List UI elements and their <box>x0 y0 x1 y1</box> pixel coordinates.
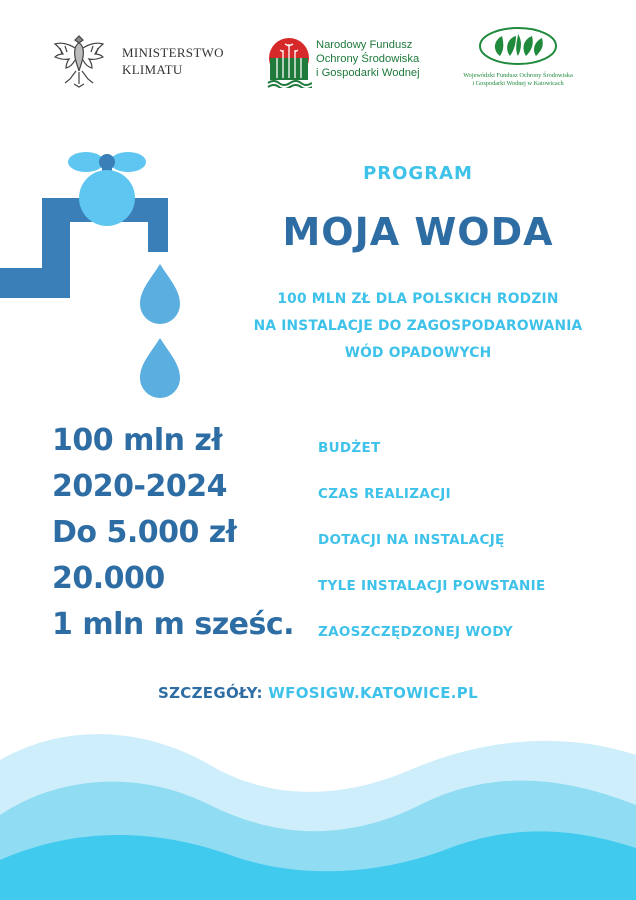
logo-ministry-of-climate <box>52 32 242 90</box>
logo-nfosigw <box>266 34 436 92</box>
ministry-name-line2: KLIMATU <box>122 62 183 77</box>
program-subtitle <box>218 286 618 367</box>
wfos-name-line1: Wojewódzki Fundusz Ochrony Środowiska <box>463 72 573 79</box>
waves-decoration <box>0 720 636 900</box>
stat-value: 1 mln m sześc. <box>52 607 295 642</box>
stat-value: 20.000 <box>52 561 165 596</box>
details-label: SZCZEGÓŁY: <box>158 684 263 702</box>
details-line <box>0 684 636 702</box>
stat-value: 100 mln zł <box>52 423 223 458</box>
stat-row-period <box>52 469 612 515</box>
stat-row-water-saved <box>52 607 612 653</box>
stat-label: DOTACJI NA INSTALACJĘ <box>318 532 505 548</box>
leaves-emblem-icon <box>478 26 558 66</box>
nfos-name-line2: Ochrony Środowiska <box>316 53 420 65</box>
stat-label: ZAOSZCZĘDZONEJ WODY <box>318 624 513 640</box>
water-drop-icon <box>140 338 180 398</box>
water-drop-icon <box>140 264 180 324</box>
nfos-name-line1: Narodowy Fundusz <box>316 39 413 51</box>
stat-row-grant <box>52 515 612 561</box>
program-label: PROGRAM <box>363 163 473 184</box>
stat-row-installations <box>52 561 612 607</box>
logo-wfosigw-katowice <box>448 26 604 98</box>
eagle-emblem-icon <box>52 32 106 90</box>
details-link[interactable]: WFOSIGW.KATOWICE.PL <box>268 684 478 702</box>
stat-label: TYLE INSTALACJI POWSTANIE <box>318 578 546 594</box>
nfos-name-line3: i Gospodarki Wodnej <box>316 67 420 79</box>
tap-icon <box>0 152 168 298</box>
program-title: MOJA WODA <box>282 210 554 254</box>
wfos-name-line2: i Gospodarki Wodnej w Katowicach <box>472 80 564 87</box>
nfosigw-emblem-icon <box>266 36 312 88</box>
stat-value: Do 5.000 zł <box>52 515 237 550</box>
stat-label: BUDŻET <box>318 440 381 456</box>
program-stats <box>52 423 612 653</box>
subtitle-line: WÓD OPADOWYCH <box>344 345 492 361</box>
water-tap-illustration <box>0 140 200 410</box>
stat-value: 2020-2024 <box>52 469 227 504</box>
stat-label: CZAS REALIZACJI <box>318 486 451 502</box>
subtitle-line: 100 MLN ZŁ DLA POLSKICH RODZIN <box>277 291 559 307</box>
ministry-name-line1: MINISTERSTWO <box>122 45 224 60</box>
stat-row-budget <box>52 423 612 469</box>
subtitle-line: NA INSTALACJE DO ZAGOSPODAROWANIA <box>253 318 583 334</box>
